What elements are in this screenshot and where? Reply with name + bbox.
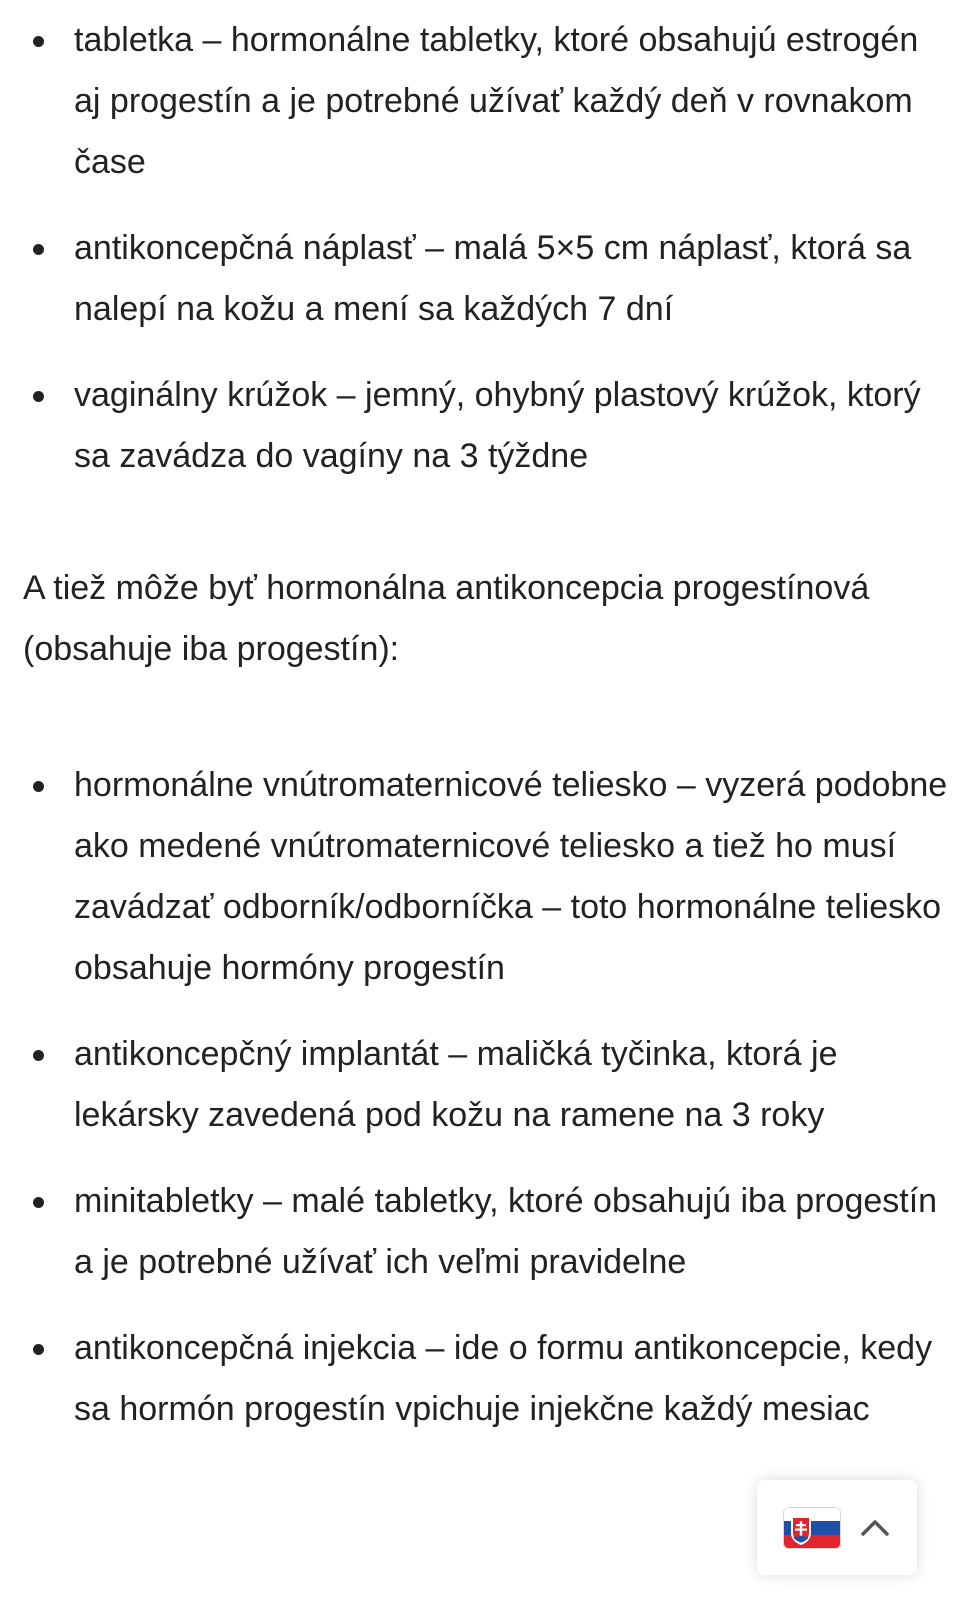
list-item — [0, 1318, 971, 1440]
list-item — [0, 1024, 971, 1146]
bullet-icon — [33, 1344, 44, 1355]
list-item — [0, 365, 971, 487]
bullet-icon — [33, 1197, 44, 1208]
slovakia-flag-icon[interactable] — [783, 1507, 841, 1549]
bullet-icon — [33, 781, 44, 792]
list-item — [0, 10, 971, 193]
progestin-intro-paragraph: A tiež môže byť hormonálna antikoncepcia progestínová (obsahuje iba progestín): — [23, 569, 870, 668]
progestin-contraception-list — [0, 755, 971, 1440]
bullet-icon — [33, 391, 44, 402]
combined-contraception-list — [0, 10, 971, 487]
bullet-icon — [33, 1050, 44, 1061]
list-item — [0, 218, 971, 340]
list-item-text: antikoncepčná injekcia – ide o formu antikoncepcie, kedy sa hormón progestín vpichuje injekčne každý mesiac — [74, 1329, 933, 1428]
list-item — [0, 755, 971, 999]
list-item-text: antikoncepčná náplasť – malá 5×5 cm náplasť, ktorá sa nalepí na kožu a mení sa každých 7 dní — [74, 229, 912, 328]
list-item-text: tabletka – hormonálne tabletky, ktoré obsahujú estrogén aj progestín a je potrebné užívať každý deň v rovnakom čase — [74, 21, 919, 181]
list-item-text: vaginálny krúžok – jemný, ohybný plastový krúžok, ktorý sa zavádza do vagíny na 3 týždne — [74, 376, 921, 475]
list-item-text: antikoncepčný implantát – maličká tyčinka, ktorá je lekársky zavedená pod kožu na ramene na 3 roky — [74, 1035, 838, 1134]
list-item-text: hormonálne vnútromaternicové teliesko – vyzerá podobne ako medené vnútromaternicové teliesko a tiež ho musí zavádzať odborník/odborníčka – toto hormonálne teliesko obsahuje hormóny progestín — [74, 766, 948, 987]
bullet-icon — [33, 244, 44, 255]
list-item-text: minitabletky – malé tabletky, ktoré obsahujú iba progestín a je potrebné užívať ich veľmi pravidelne — [74, 1182, 938, 1281]
bullet-icon — [33, 36, 44, 47]
list-item — [0, 1171, 971, 1293]
language-switcher[interactable] — [757, 1480, 917, 1575]
chevron-up-icon[interactable] — [857, 1510, 893, 1546]
